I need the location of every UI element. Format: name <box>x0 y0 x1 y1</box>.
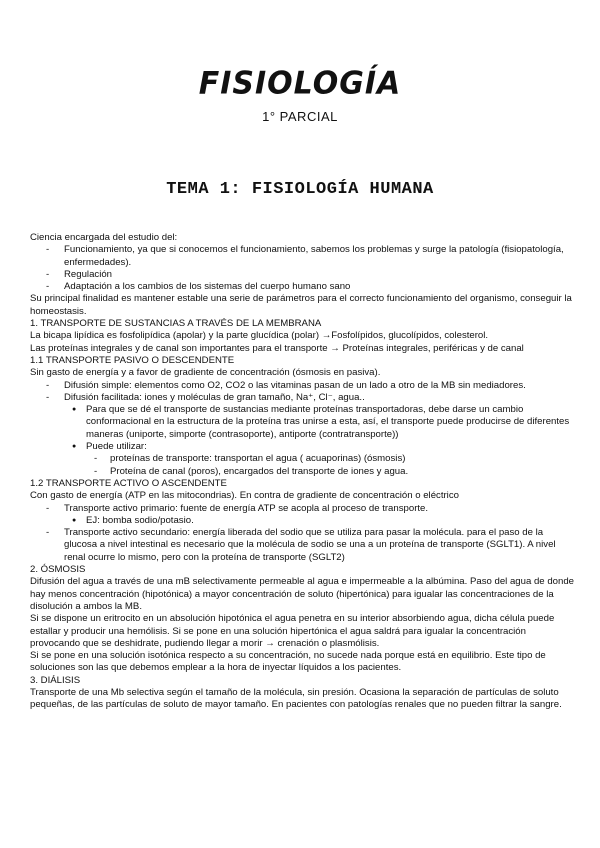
paragraph: Si se dispone un eritrocito en un absolución hipotónica el agua penetra en su interior absorbiendo agua, dicha célula puede estallar y producir una hemólisis. Si se pone en una solución hipertónica el agua saldrá para igualar la concentración provocando que se deshidrate, pudiendo llegar a morir → crenación o plasmólisis. <box>30 613 555 649</box>
section-heading-2: 2. ÓSMOSIS <box>30 564 86 576</box>
intro-finalidad: Su principal finalidad es mantener estable una serie de parámetros para el correcto funcionamiento del organismo, conseguir la homeostasis. <box>30 293 572 317</box>
paragraph: Difusión del agua a través de una mB selectivamente permeable al agua e impermeable a la albúmina. Paso del agua de donde hay menos concentración (hipotónica) a mayor concentración de soluto (hipertónica) para igualar las concentraciones de la disolución a ambos la MB. <box>30 576 574 612</box>
document-title: FISIOLOGÍA <box>198 65 402 102</box>
list-item: - Regulación <box>30 269 576 281</box>
list-item: - Adaptación a los cambios de los sistemas del cuerpo humano sano <box>30 281 576 293</box>
list-item: - Funcionamiento, ya que si conocemos el funcionamiento, sabemos los problemas y surge la patología (fisiopatología, enfermedades). <box>30 244 576 269</box>
section-heading-3: 3. DIÁLISIS <box>30 674 81 686</box>
bullet-item: ● Puede utilizar: <box>64 441 576 453</box>
sublist-item: - proteínas de transporte: transportan el agua ( acuaporinas) (ósmosis) <box>86 453 576 465</box>
bullet-item: ● EJ: bomba sodio/potasio. <box>64 515 576 527</box>
passive-transport-list <box>30 380 576 405</box>
document-subtitle: 1° PARCIAL <box>262 109 338 124</box>
section-heading-1-2: 1.2 TRANSPORTE ACTIVO O ASCENDENTE <box>30 477 227 489</box>
list-item: - Difusión facilitada: iones y moléculas de gran tamaño, Na⁺, Cl⁻, agua.. <box>30 392 576 404</box>
list-item: - Transporte activo secundario: energía liberada del sodio que se utiliza para pasar la molécula. para el paso de la glucosa a nivel intestinal es necesario que la molécula de sodio se una a un proteína de transporte (SGLT1). A nivel renal ocurre lo mismo, pero con la proteína de transporte (SGLT2) <box>30 527 576 564</box>
list-item: - Transporte activo primario: fuente de energía ATP se acopla al proceso de transporte. <box>30 503 576 515</box>
list-item: - Difusión simple: elementos como O2, CO2 o las vitaminas pasan de un lado a otro de la MB sin mediadores. <box>30 380 576 392</box>
paragraph: Las proteínas integrales y de canal son importantes para el transporte → Proteínas integrales, periféricas y de canal <box>30 342 524 354</box>
facilitated-bullets <box>64 404 576 453</box>
paragraph: Si se pone en una solución isotónica respecto a su concentración, no sucede nada porque está en equilibrio. Este tipo de soluciones son las que debemos emplear a la hora de inyectar líquidos a los pacientes. <box>30 650 546 674</box>
bullet-item: ● Para que se dé el transporte de sustancias mediante proteínas transportadoras, debe darse un cambio conformacional en la estructura de la proteína tras unirse a esta, así, el transporte puede producirse de diferentes maneras (uniporte, simporte (contrasoporte), antiporte (contratransporte)) <box>64 404 576 441</box>
section-heading-1: 1. TRANSPORTE DE SUSTANCIAS A TRAVÉS DE LA MEMBRANA <box>30 318 322 330</box>
active-transport-list-2 <box>30 527 576 564</box>
sublist-item: - Proteína de canal (poros), encargados del transporte de iones y agua. <box>86 466 576 478</box>
document-body <box>30 232 576 712</box>
paragraph: Con gasto de energía (ATP en las mitocondrias). En contra de gradiente de concentración o eléctrico <box>30 490 459 502</box>
active-transport-list <box>30 503 576 515</box>
paragraph: Transporte de una Mb selectiva según el tamaño de la molécula, sin presión. Ocasiona la separación de partículas de soluto pequeñas, de las partículas de soluto de mayor tamaño. En pacientes con patologías renales que no pueden filtrar la sangre. <box>30 686 562 711</box>
paragraph: La bicapa lipídica es fosfolipídica (apolar) y la parte glucídica (polar) →Fosfolípidos, glucolípidos, colesterol. <box>30 330 489 342</box>
paragraph: Sin gasto de energía y a favor de gradiente de concentración (ósmosis en pasiva). <box>30 367 381 379</box>
primary-bullets <box>64 515 576 527</box>
protein-sublist <box>86 453 576 478</box>
topic-heading: TEMA 1: FISIOLOGÍA HUMANA <box>166 180 434 199</box>
intro-list <box>30 244 576 293</box>
section-heading-1-1: 1.1 TRANSPORTE PASIVO O DESCENDENTE <box>30 354 235 366</box>
intro-lead: Ciencia encargada del estudio del: <box>30 232 178 243</box>
